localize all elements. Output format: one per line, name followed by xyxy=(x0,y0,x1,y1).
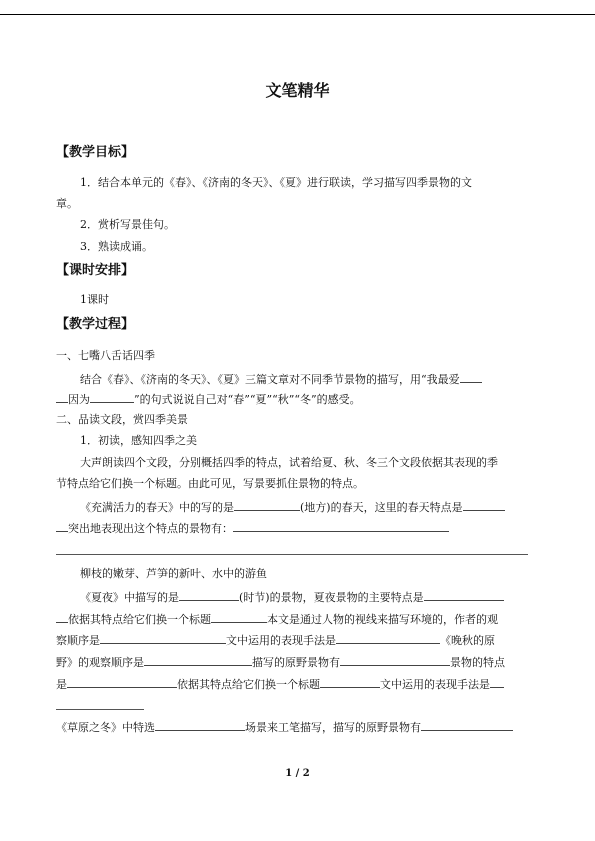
section-2-step-1: 1．初读，感知四季之美 xyxy=(80,434,197,447)
blank-line xyxy=(336,632,440,644)
prompt-text: 因为 xyxy=(68,393,90,406)
goal-2: 2．赏析写景佳句。 xyxy=(80,218,175,231)
summer-question xyxy=(80,589,504,605)
blank-line xyxy=(179,589,239,601)
section-1-title: 一、七嘴八舌话四季 xyxy=(56,349,155,362)
blank-line xyxy=(233,520,449,532)
blank-line xyxy=(67,676,177,688)
question-text: 《夏夜》中描写的是 xyxy=(80,591,179,604)
blank-line xyxy=(56,391,68,403)
question-text: 依据其特点给它们换一个标题 xyxy=(177,678,320,691)
summer-question-3 xyxy=(56,632,495,648)
goal-1-cont: 章。 xyxy=(56,197,78,210)
blank-line xyxy=(234,499,300,511)
question-text: 景物的特点 xyxy=(450,656,505,669)
page-number: 1 / 2 xyxy=(285,768,310,779)
section-2-title: 二、品读文段，赏四季美景 xyxy=(56,413,188,426)
question-text: 场景来工笔描写，描写的原野景物有 xyxy=(245,721,421,734)
blank-line xyxy=(56,520,68,532)
blank-line xyxy=(56,611,68,623)
blank-line xyxy=(424,589,504,601)
question-text: 文中运用的表现手法是 xyxy=(380,678,490,691)
section-2-para-cont: 节特点给它们换一个标题。由此可见，写景要抓住景物的特点。 xyxy=(56,477,364,490)
blank-line xyxy=(340,654,450,666)
blank-line xyxy=(490,676,504,688)
question-text: (时节)的景物，夏夜景物的主要特点是 xyxy=(239,591,424,604)
heading-process: 【教学过程】 xyxy=(56,317,135,332)
blank-line xyxy=(320,676,380,688)
heading-schedule: 【课时安排】 xyxy=(56,263,135,278)
question-text: 《晚秋的原 xyxy=(440,634,495,647)
question-text: 野》的观察顺序是 xyxy=(56,656,144,669)
autumn-question xyxy=(56,654,505,670)
summer-question-2 xyxy=(56,611,498,627)
section-1-prompt xyxy=(80,371,482,387)
page-title: 文笔精华 xyxy=(265,81,330,100)
blank-line xyxy=(460,371,482,383)
question-text: (地方)的春天，这里的春天特点是 xyxy=(300,501,463,514)
goal-1: 1．结合本单元的《春》、《济南的冬天》、《夏》进行联读，学习描写四季景物的文 xyxy=(80,176,472,189)
blank-line xyxy=(155,719,245,731)
autumn-question-2 xyxy=(56,676,504,692)
question-text: 本文是通过人物的视线来描写环境的，作者的观 xyxy=(267,613,498,626)
question-text: 依据其特点给它们换一个标题 xyxy=(68,613,211,626)
goal-3: 3．熟读成诵。 xyxy=(80,240,153,253)
question-text: 突出地表现出这个特点的景物有： xyxy=(68,522,233,535)
question-text: 描写的原野景物有 xyxy=(252,656,340,669)
section-1-prompt-cont xyxy=(56,391,361,407)
schedule-text: 1课时 xyxy=(80,293,109,306)
winter-question xyxy=(56,719,513,735)
blank-line xyxy=(144,654,252,666)
section-2-para: 大声朗读四个文段，分别概括四季的特点，试着给夏、秋、冬三个文段依据其表现的季 xyxy=(80,456,498,469)
answer-line xyxy=(56,554,528,555)
answer-line xyxy=(56,709,144,710)
blank-line xyxy=(100,632,226,644)
question-text: 察顺序是 xyxy=(56,634,100,647)
blank-line xyxy=(90,391,134,403)
blank-line xyxy=(211,611,267,623)
blank-line xyxy=(463,499,505,511)
spring-question-cont xyxy=(56,520,449,536)
question-text: 《草原之冬》中特选 xyxy=(56,721,155,734)
spring-question xyxy=(80,499,505,515)
heading-teaching-goals: 【教学目标】 xyxy=(56,145,135,160)
prompt-text: 结合《春》、《济南的冬天》、《夏》三篇文章对不同季节景物的描写，用“我最爱 xyxy=(80,373,460,386)
prompt-text: ”的句式说说自己对“春”“夏”“秋”“冬”的感受。 xyxy=(134,393,361,406)
question-text: 文中运用的表现手法是 xyxy=(226,634,336,647)
question-text: 是 xyxy=(56,678,67,691)
question-text: 《充满活力的春天》中的写的是 xyxy=(80,501,234,514)
header-rule xyxy=(0,14,595,15)
spring-answer: 柳枝的嫩芽、芦笋的新叶、水中的游鱼 xyxy=(80,567,267,580)
blank-line xyxy=(421,719,513,731)
